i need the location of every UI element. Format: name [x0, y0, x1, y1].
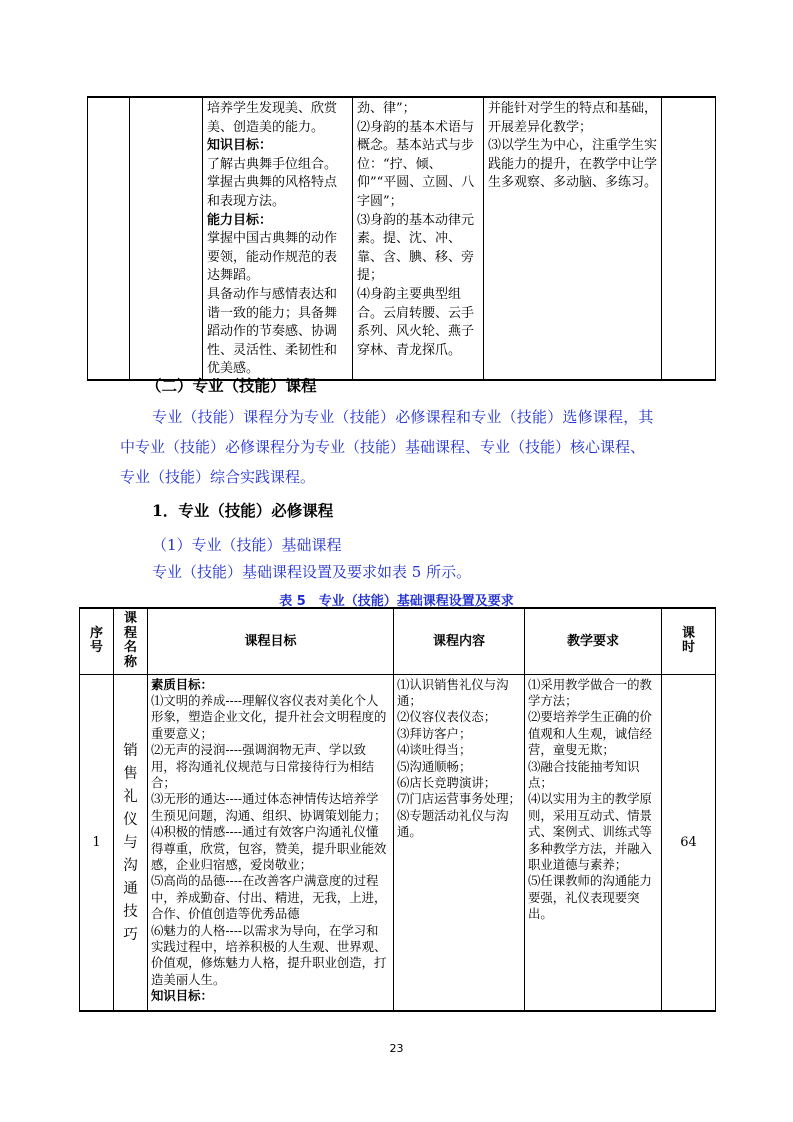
goal-line: 能力目标：: [207, 212, 273, 228]
goal-line: ⑵无声的浸润----强调润物无声、学以致用，将沟通礼仪规范与日常接待行为相结合；: [151, 742, 375, 790]
header-requirements: 教学要求: [525, 608, 662, 674]
requirement-line: ⑵要培养学生正确的价值观和人生观，诚信经营，童叟无欺；: [528, 709, 652, 758]
goal-line: 掌握中国古典舞的动作要领，能动作规范的表达舞蹈。: [207, 231, 338, 284]
row-goals: [148, 674, 394, 1011]
header-course-name: [114, 608, 148, 674]
subheading: 1．专业（技能）必修课程: [152, 501, 334, 520]
intro-line-1: 专业（技能）课程分为专业（技能）必修课程和专业（技能）选修课程，其: [152, 408, 654, 426]
content-line: ⑷谈吐得当；: [397, 742, 472, 758]
requirement-line: ⑷以实用为主的教学原则，采用互动式、情景式、案例式、训练式等多种教学方法，并融入职业道德与素养；: [528, 791, 652, 872]
continued-course-table: [87, 96, 716, 381]
goal-line: 培养学生发现美、欣赏美、创造美的能力。: [207, 101, 338, 135]
content-line: ⑷身韵主要典型组合。云肩转腰、云手系列、风火轮、燕子穿林、青龙探爪。: [357, 286, 475, 358]
row-hours: 64: [662, 674, 716, 1011]
requirements-cell: [484, 97, 662, 380]
course-name-text: 销售礼仪与沟通技巧: [123, 742, 138, 943]
intro-line-3: 专业（技能）综合实践课程。: [120, 468, 316, 486]
number-cell-empty: [88, 97, 130, 380]
goal-line: ⑸高尚的品德----在改善客户满意度的过程中，养成勤奋、付出、精进，无我，上进，合作、价值创造等优秀品德: [151, 873, 387, 922]
table-intro: 专业（技能）基础课程设置及要求如表 5 所示。: [152, 563, 472, 581]
content-line: ⑴认识销售礼仪与沟通；: [397, 676, 509, 708]
header-number-text: 序号: [89, 625, 103, 656]
goal-line: ⑹魅力的人格----以需求为导向，在学习和实践过程中，培养积极的人生观、世界观、价值观，修炼魅力人格，提升职业创造，打造美丽人生。: [151, 922, 387, 987]
content-cell: [353, 97, 484, 380]
intro-line-2: 中专业（技能）必修课程分为专业（技能）基础课程、专业（技能）核心课程、: [120, 438, 646, 456]
goal-line: 具备动作与感情表达和谐一致的能力；具备舞蹈动作的节奏感、协调性、灵活性、柔韧性和优美感。: [207, 286, 338, 377]
content-line: ⑶拜访客户；: [397, 725, 472, 741]
content-line: 劲、律”；: [357, 101, 416, 116]
row-course-name: [114, 674, 148, 1011]
requirement-line: 并能针对学生的特点和基础，开展差异化教学；: [488, 101, 658, 135]
row-content: [394, 674, 525, 1011]
content-line: ⑵仪容仪表仪态；: [397, 709, 497, 725]
header-hours: [662, 608, 716, 674]
goal-line: ⑴文明的养成----理解仪容仪表对美化个人形象，塑造企业文化，提升社会文明程度的重要意义；: [151, 692, 387, 741]
goal-line: ⑷积极的情感----通过有效客户沟通礼仪懂得尊重，欣赏，包容，赞美，提升职业能效感，企业归宿感，爱岗敬业；: [151, 824, 387, 872]
content-line: ⑺门店运营事务处理；: [397, 791, 521, 807]
goals-cell: [203, 97, 353, 380]
hours-cell-empty: [662, 97, 716, 380]
header-content: 课程内容: [394, 608, 525, 674]
course-table-5: [79, 607, 716, 1012]
goal-line: 了解古典舞手位组合。掌握古典舞的风格特点和表现方法。: [207, 156, 338, 209]
row-requirements: [525, 674, 662, 1011]
content-line: ⑸沟通顺畅；: [397, 758, 472, 774]
name-cell-empty: [130, 97, 203, 380]
goal-line: 知识目标：: [207, 138, 273, 154]
row-number: 1: [80, 674, 114, 1011]
content-line: ⑻专题活动礼仪与沟通。: [397, 807, 509, 840]
content-line: ⑵身韵的基本术语与概念。基本站式与步位：“拧、倾、仰”“平圆、立圆、八字圆”；: [357, 119, 475, 209]
page-number: 23: [389, 1042, 404, 1055]
requirement-line: ⑴采用教学做合一的教学方法；: [528, 676, 652, 708]
header-hours-text: 课时: [681, 625, 695, 656]
goal-line: 素质目标：: [151, 676, 213, 692]
table-caption: 表 5 专业（技能）基础课程设置及要求: [279, 594, 514, 609]
requirement-line: ⑶融合技能抽考知识点；: [528, 758, 640, 790]
section-heading: （二）专业（技能）课程: [146, 376, 317, 395]
header-course-name-text: 课程名称: [123, 611, 137, 670]
requirement-line: ⑶以学生为中心，注重学生实践能力的提升，在教学中让学生多观察、多动脑、多练习。: [488, 138, 658, 191]
content-line: ⑹店长竞聘演讲；: [397, 774, 497, 790]
header-number: [80, 608, 114, 674]
sub-sub-heading: （1）专业（技能）基础课程: [152, 536, 342, 554]
goal-line: 知识目标：: [151, 988, 213, 1004]
goal-line: ⑶无形的通达----通过体态神情传达培养学生预见问题，沟通、组织、协调策划能力；: [151, 791, 387, 823]
header-goals: 课程目标: [148, 608, 394, 674]
content-line: ⑶身韵的基本动律元素。提、沈、冲、靠、含、腆、移、旁提；: [357, 212, 475, 284]
requirement-line: ⑸任课教师的沟通能力要强，礼仪表现要突出。: [528, 873, 652, 922]
